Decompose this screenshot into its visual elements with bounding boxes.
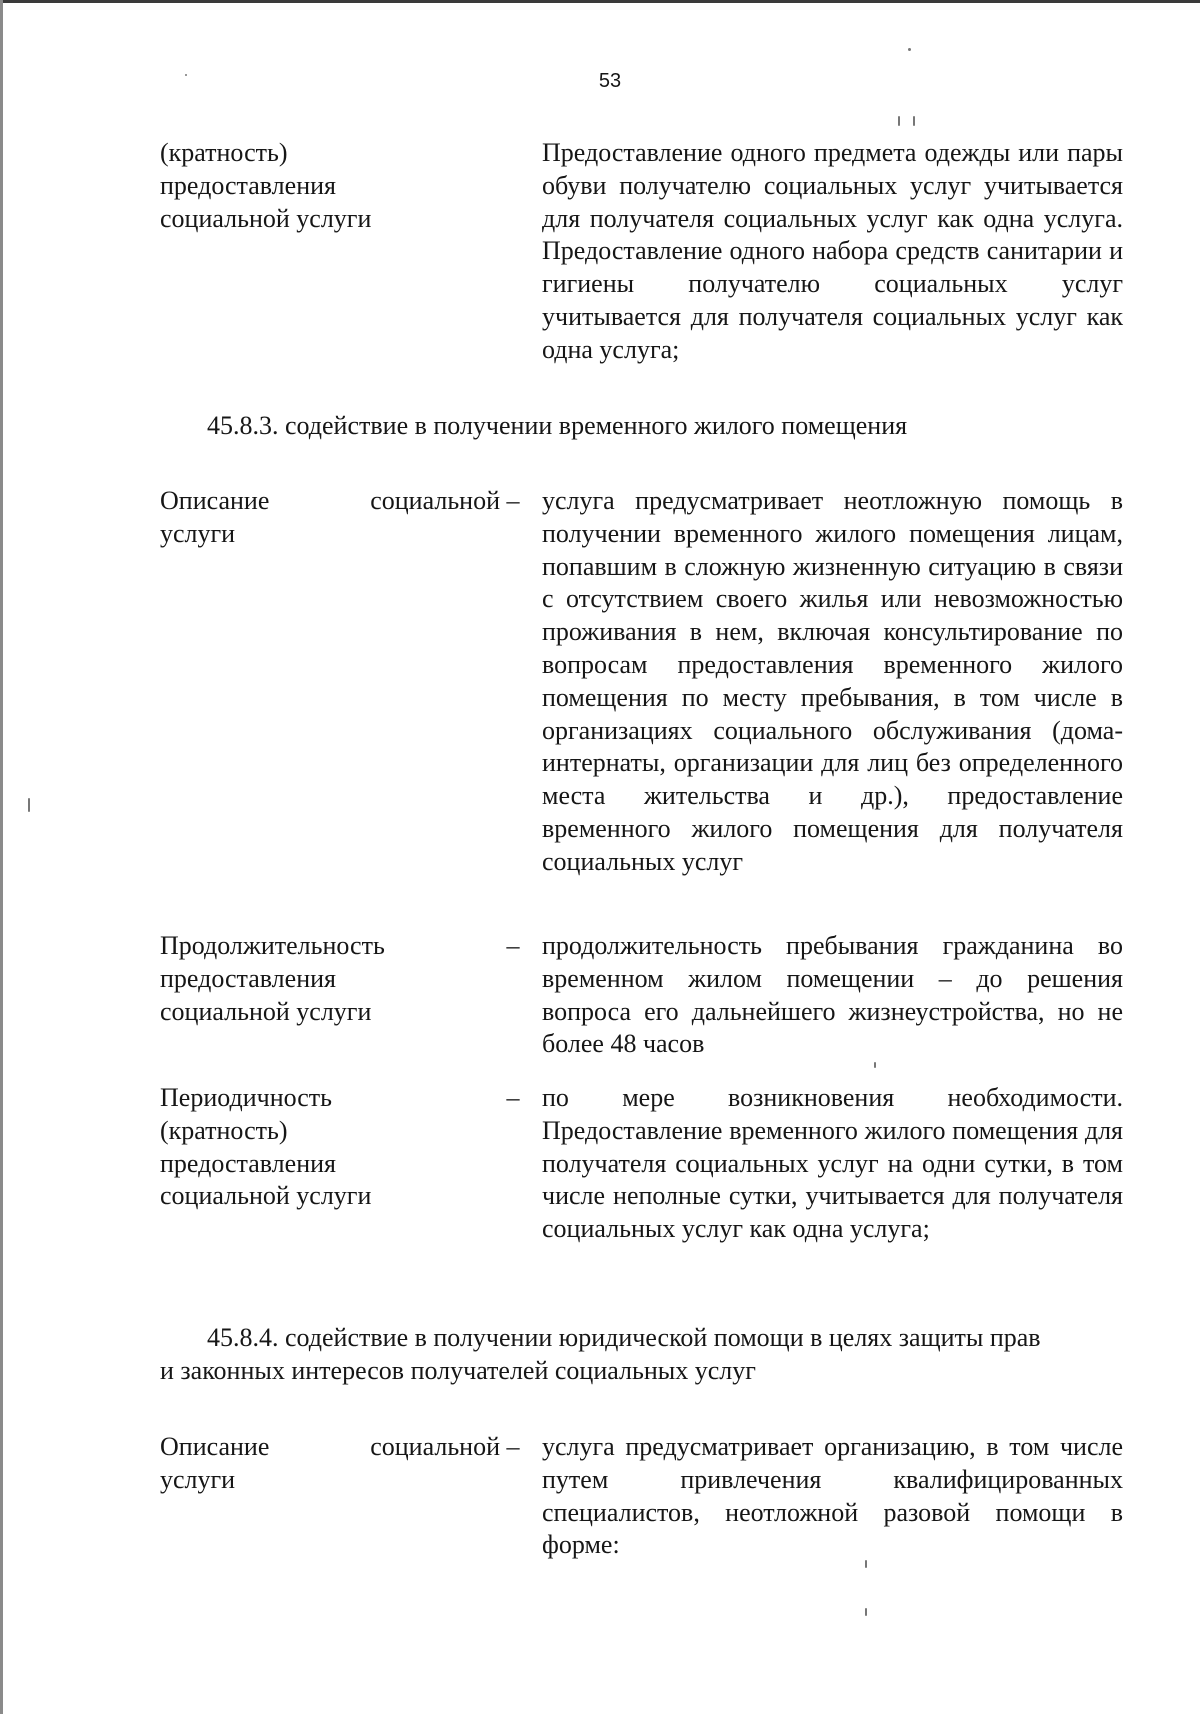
term-word: Описание bbox=[160, 486, 270, 515]
term-line: предоставления bbox=[160, 170, 336, 200]
term-description: услуга предусматривает неотложную помощь в получении временного жилого помещения лицам, попавшим в сложную жизненную ситуацию в связи с отсутствием своего жилья или невозможностью проживания в нем, включая консультирование по вопросам предоставления временного жилого помещения по месту пребывания, в том числе в организациях социального обслуживания (дома-интернаты, организации для лиц без определенного места жительства и др.), предоставление временного жилого помещения для получателя социальных услуг bbox=[542, 486, 1123, 876]
scan-left-edge bbox=[0, 0, 3, 1714]
term-line: услуги bbox=[160, 1464, 236, 1494]
term-word: социальной bbox=[370, 1432, 500, 1461]
term-description: по мере возникновения необходимости. Предоставление временного жилого помещения для получателя социальных услуг на одни сутки, в том числе неполные сутки, учитывается для получателя социальных услуг как одна услуга; bbox=[542, 1083, 1123, 1244]
term-line: (кратность) bbox=[160, 138, 288, 167]
term-line: социальной услуги bbox=[160, 1181, 372, 1211]
scan-speck bbox=[865, 1608, 867, 1616]
term-label bbox=[160, 485, 500, 551]
scan-speck bbox=[185, 74, 187, 76]
term-line: социальной услуги bbox=[160, 996, 372, 1026]
scan-top-edge bbox=[0, 0, 1200, 3]
heading-text-line: 45.8.4. содействие в получении юридической помощи в целях защиты прав bbox=[207, 1323, 1041, 1352]
dash-separator: – bbox=[506, 1432, 520, 1461]
term-label bbox=[160, 1431, 500, 1497]
term-label bbox=[160, 930, 500, 1028]
section-heading-45-8-4 bbox=[160, 1322, 1123, 1388]
heading-text: 45.8.3. содействие в получении временного жилого помещения bbox=[207, 411, 908, 440]
scan-speck bbox=[898, 116, 900, 126]
dash-separator: – bbox=[506, 486, 520, 515]
section-heading-45-8-3 bbox=[160, 410, 1123, 443]
heading-text-line: и законных интересов получателей социальных услуг bbox=[160, 1355, 756, 1385]
term-line: предоставления bbox=[160, 963, 336, 993]
scan-speck bbox=[908, 48, 911, 51]
term-description: продолжительность пребывания гражданина во временном жилом помещении – до решения вопроса его дальнейшего жизнеустройства, но не более 48 часов bbox=[542, 931, 1123, 1059]
page-number: 53 bbox=[598, 70, 622, 92]
dash-separator: – bbox=[506, 1083, 520, 1112]
term-line: Продолжительность bbox=[160, 931, 385, 960]
term-line: (кратность) bbox=[160, 1115, 288, 1145]
dash-separator: – bbox=[506, 931, 520, 960]
scan-speck bbox=[865, 1560, 867, 1568]
term-description: услуга предусматривает организацию, в том числе путем привлечения квалифицированных специалистов, неотложной разовой помощи в форме: bbox=[542, 1432, 1123, 1560]
term-label bbox=[160, 137, 500, 235]
term-description: Предоставление одного предмета одежды или пары обуви получателю социальных услуг учитывается для получателя социальных услуг как одна услуга. Предоставление одного набора средств санитарии и гигиены получателю социальных услуг учитывается для получателя социальных услуг как одна услуга; bbox=[542, 138, 1123, 364]
term-word: социальной bbox=[370, 486, 500, 515]
term-line: социальной услуги bbox=[160, 203, 372, 233]
term-line: Периодичность bbox=[160, 1083, 333, 1112]
term-label bbox=[160, 1082, 500, 1213]
scan-speck bbox=[913, 116, 915, 126]
term-word: Описание bbox=[160, 1432, 270, 1461]
term-line: услуги bbox=[160, 518, 236, 548]
scan-speck bbox=[28, 798, 30, 812]
scan-speck bbox=[874, 1062, 876, 1068]
term-line: предоставления bbox=[160, 1148, 336, 1178]
